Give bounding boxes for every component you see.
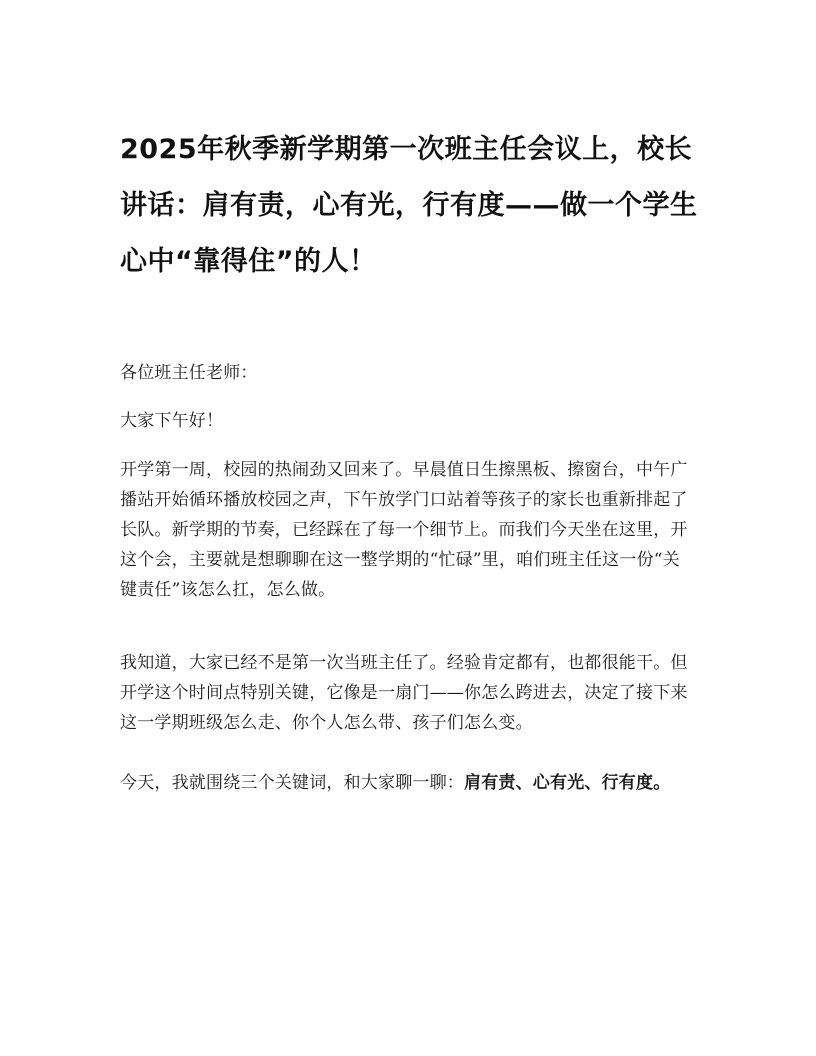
paragraph-keywords — [120, 768, 695, 798]
salutation: 各位班主任老师： — [120, 363, 258, 383]
paragraph-experience: 我知道，大家已经不是第一次当班主任了。经验肯定都有，也都很能干。但开学这个时间点特别关键，它像是一扇门——你怎么跨进去，决定了接下来这一学期班级怎么走、你个人怎么带、孩子们怎么变。 — [120, 653, 688, 733]
keywords-lead: 今天，我就围绕三个关键词，和大家聊一聊： — [120, 773, 464, 793]
document-title: 2025年秋季新学期第一次班主任会议上，校长讲话：肩有责，心有光，行有度——做一个学生心中“靠得住”的人！ — [120, 134, 698, 277]
keywords-bold: 肩有责、心有光、行有度。 — [464, 773, 671, 793]
paragraph-opening: 开学第一周，校园的热闹劲又回来了。早晨值日生擦黑板、擦窗台，中午广播站开始循环播放校园之声，下午放学门口站着等孩子的家长也重新排起了长队。新学期的节奏，已经踩在了每一个细节上。而我们今天坐在这里，开这个会，主要就是想聊聊在这一整学期的“忙碌”里，咱们班主任这一份“关键责任”该怎么扛，怎么做。 — [120, 460, 688, 600]
greeting: 大家下午好！ — [120, 411, 224, 431]
